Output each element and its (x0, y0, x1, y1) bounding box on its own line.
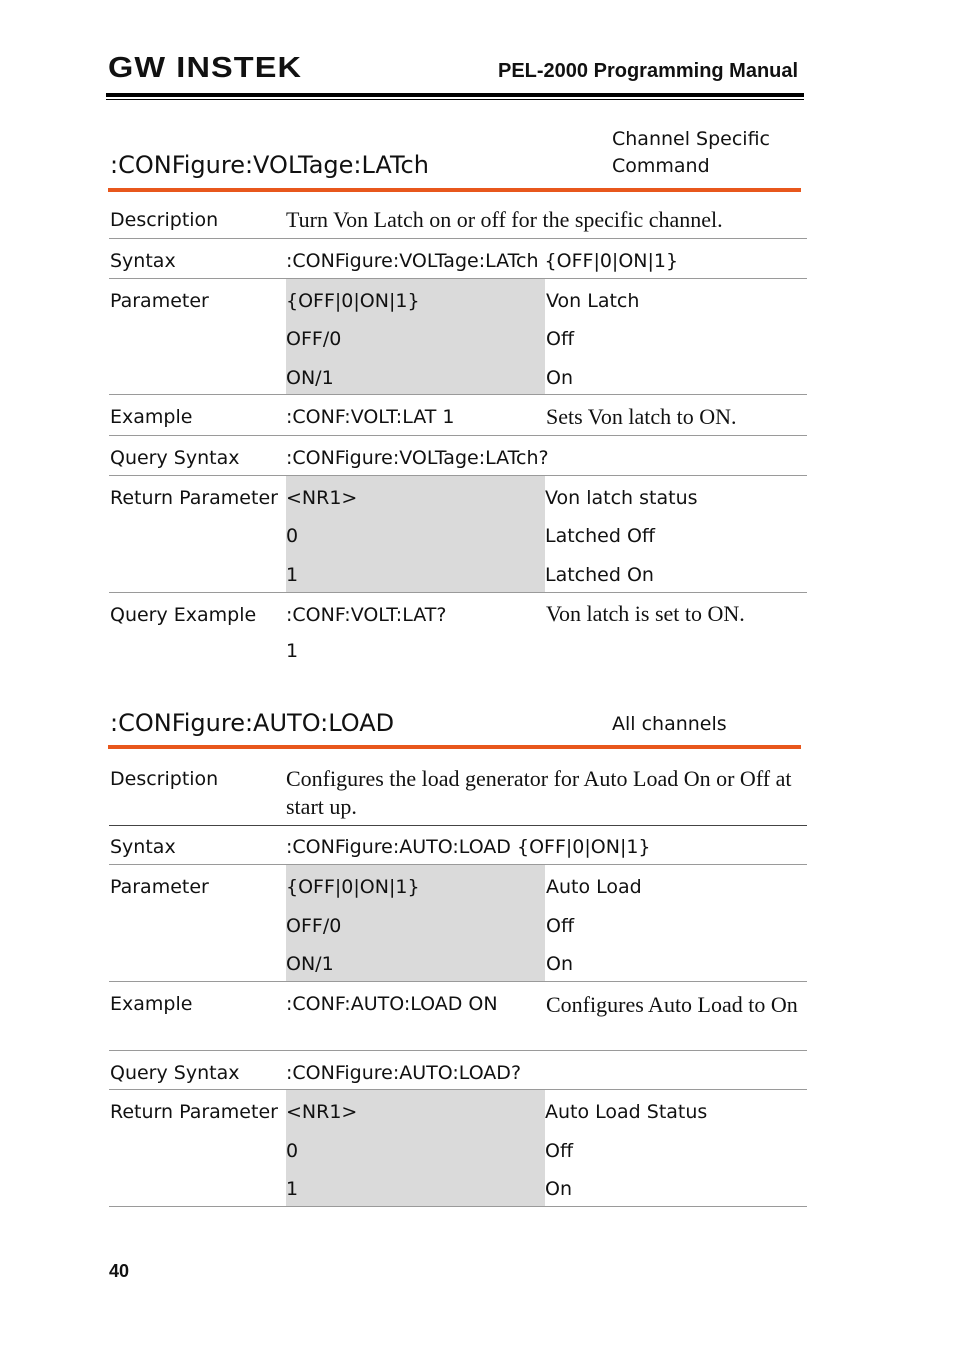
query-syntax-label: Query Syntax (110, 447, 240, 469)
parameter-value: OFF/0 (286, 915, 342, 937)
return-meaning: Off (545, 1140, 574, 1162)
example-command: :CONF:AUTO:LOAD ON (286, 993, 498, 1015)
command-scope: All channels (612, 713, 727, 735)
header-rule-thin (106, 99, 804, 100)
return-value: <NR1> (286, 487, 358, 509)
parameter-meaning: Off (546, 915, 575, 937)
manual-title: PEL-2000 Programming Manual (498, 60, 799, 82)
query-syntax-text: :CONFigure:AUTO:LOAD? (286, 1062, 522, 1084)
return-meaning: Latched Off (545, 525, 656, 547)
title-underline (108, 188, 801, 192)
row-divider (109, 981, 807, 982)
example-label: Example (110, 993, 193, 1015)
query-example-description: Von latch is set to ON. (546, 601, 745, 626)
description-text: Configures the load generator for Auto Load On or Off at start up. (286, 766, 792, 819)
example-label: Example (110, 406, 193, 428)
return-value: 1 (286, 1178, 299, 1200)
query-example-label: Query Example (110, 604, 257, 626)
return-parameter-label: Return Parameter (110, 487, 278, 509)
return-meaning: Von latch status (545, 487, 698, 509)
row-divider (109, 825, 807, 826)
syntax-text: :CONFigure:AUTO:LOAD {OFF|0|ON|1} (286, 836, 651, 858)
title-underline (108, 745, 801, 749)
parameter-value: ON/1 (286, 367, 334, 389)
return-parameter-label: Return Parameter (110, 1101, 278, 1123)
query-example-command: :CONF:VOLT:LAT? (286, 604, 447, 626)
row-divider (109, 238, 807, 239)
return-value: 0 (286, 1140, 299, 1162)
row-divider (109, 592, 807, 593)
parameter-value: {OFF|0|ON|1} (286, 290, 420, 312)
parameter-meaning: Von Latch (546, 290, 640, 312)
query-syntax-label: Query Syntax (110, 1062, 240, 1084)
query-example-result: 1 (286, 640, 299, 662)
row-divider (109, 1050, 807, 1051)
return-value: 0 (286, 525, 299, 547)
example-description: Configures Auto Load to On (546, 992, 798, 1017)
command-title: :CONFigure:AUTO:LOAD (110, 709, 395, 737)
parameter-value: {OFF|0|ON|1} (286, 876, 420, 898)
parameter-meaning: On (546, 367, 573, 389)
row-divider (109, 435, 807, 436)
parameter-value: OFF/0 (286, 328, 342, 350)
return-value: 1 (286, 564, 299, 586)
return-meaning: Latched On (545, 564, 654, 586)
parameter-value: ON/1 (286, 953, 334, 975)
parameter-meaning: Off (546, 328, 575, 350)
parameter-label: Parameter (110, 290, 209, 312)
description-label: Description (110, 209, 219, 231)
syntax-label: Syntax (110, 250, 176, 272)
parameter-meaning: Auto Load (546, 876, 642, 898)
gw-instek-logo: GW INSTEK (108, 52, 303, 84)
header-rule (106, 93, 804, 97)
example-description: Sets Von latch to ON. (546, 404, 737, 429)
syntax-label: Syntax (110, 836, 176, 858)
description-label: Description (110, 768, 219, 790)
page-number: 40 (109, 1261, 130, 1281)
row-divider (109, 394, 807, 395)
return-value: <NR1> (286, 1101, 358, 1123)
command-title: :CONFigure:VOLTage:LATch (110, 151, 429, 179)
description-text: Turn Von Latch on or off for the specific channel. (286, 207, 723, 232)
parameter-label: Parameter (110, 876, 209, 898)
syntax-text: :CONFigure:VOLTage:LATch {OFF|0|ON|1} (286, 250, 679, 272)
row-divider (109, 1206, 807, 1207)
query-syntax-text: :CONFigure:VOLTage:LATch? (286, 447, 549, 469)
example-command: :CONF:VOLT:LAT 1 (286, 406, 455, 428)
parameter-meaning: On (546, 953, 573, 975)
return-meaning: Auto Load Status (545, 1101, 708, 1123)
command-scope: Channel Specific Command (612, 128, 770, 177)
return-meaning: On (545, 1178, 572, 1200)
